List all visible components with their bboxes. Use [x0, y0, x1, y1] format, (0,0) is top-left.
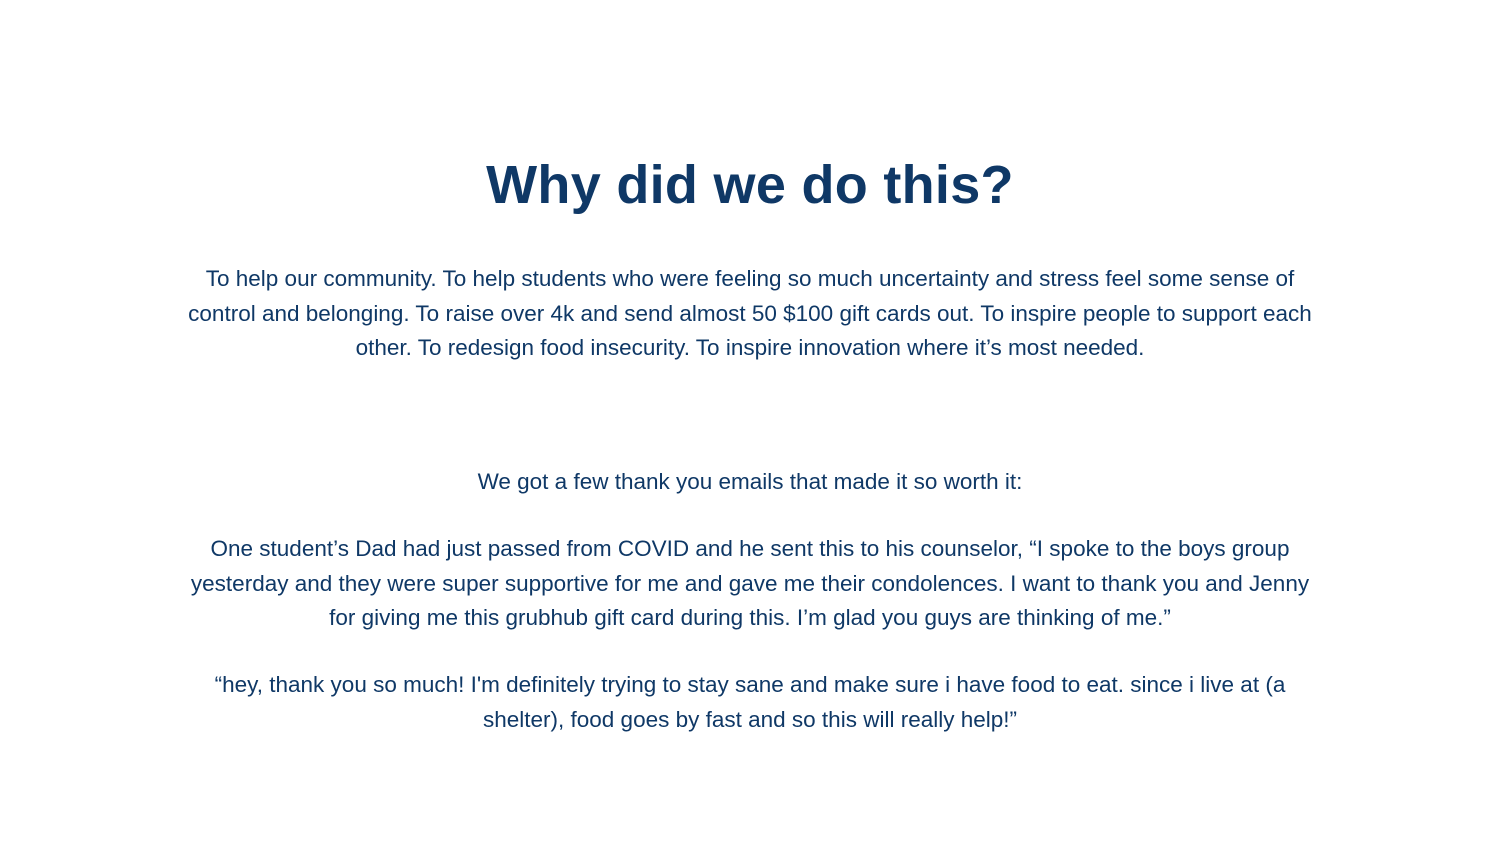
- testimonial-quote: One student’s Dad had just passed from COVID and he sent this to his counselor, “I spoke to the boys group yesterday and they were super supportive for me and gave me their condolences. I want to thank you and Jenny for giving me this grubhub gift card during this. I’m glad you guys are thinking of me.”: [190, 536, 1310, 631]
- intro-paragraph: To help our community. To help students who were feeling so much uncertainty and stress feel some sense of control and belonging. To raise over 4k and send almost 50 $100 gift cards out. To inspire people to support each other. To redesign food insecurity. To inspire innovation where it’s most needed.: [188, 266, 1312, 361]
- emails-intro: We got a few thank you emails that made it so worth it:: [477, 469, 1023, 494]
- testimonial-quote: “hey, thank you so much! I'm definitely trying to stay sane and make sure i have food to eat. since i live at (a shelter), food goes by fast and so this will really help!”: [214, 672, 1286, 732]
- page-title: Why did we do this?: [486, 155, 1014, 215]
